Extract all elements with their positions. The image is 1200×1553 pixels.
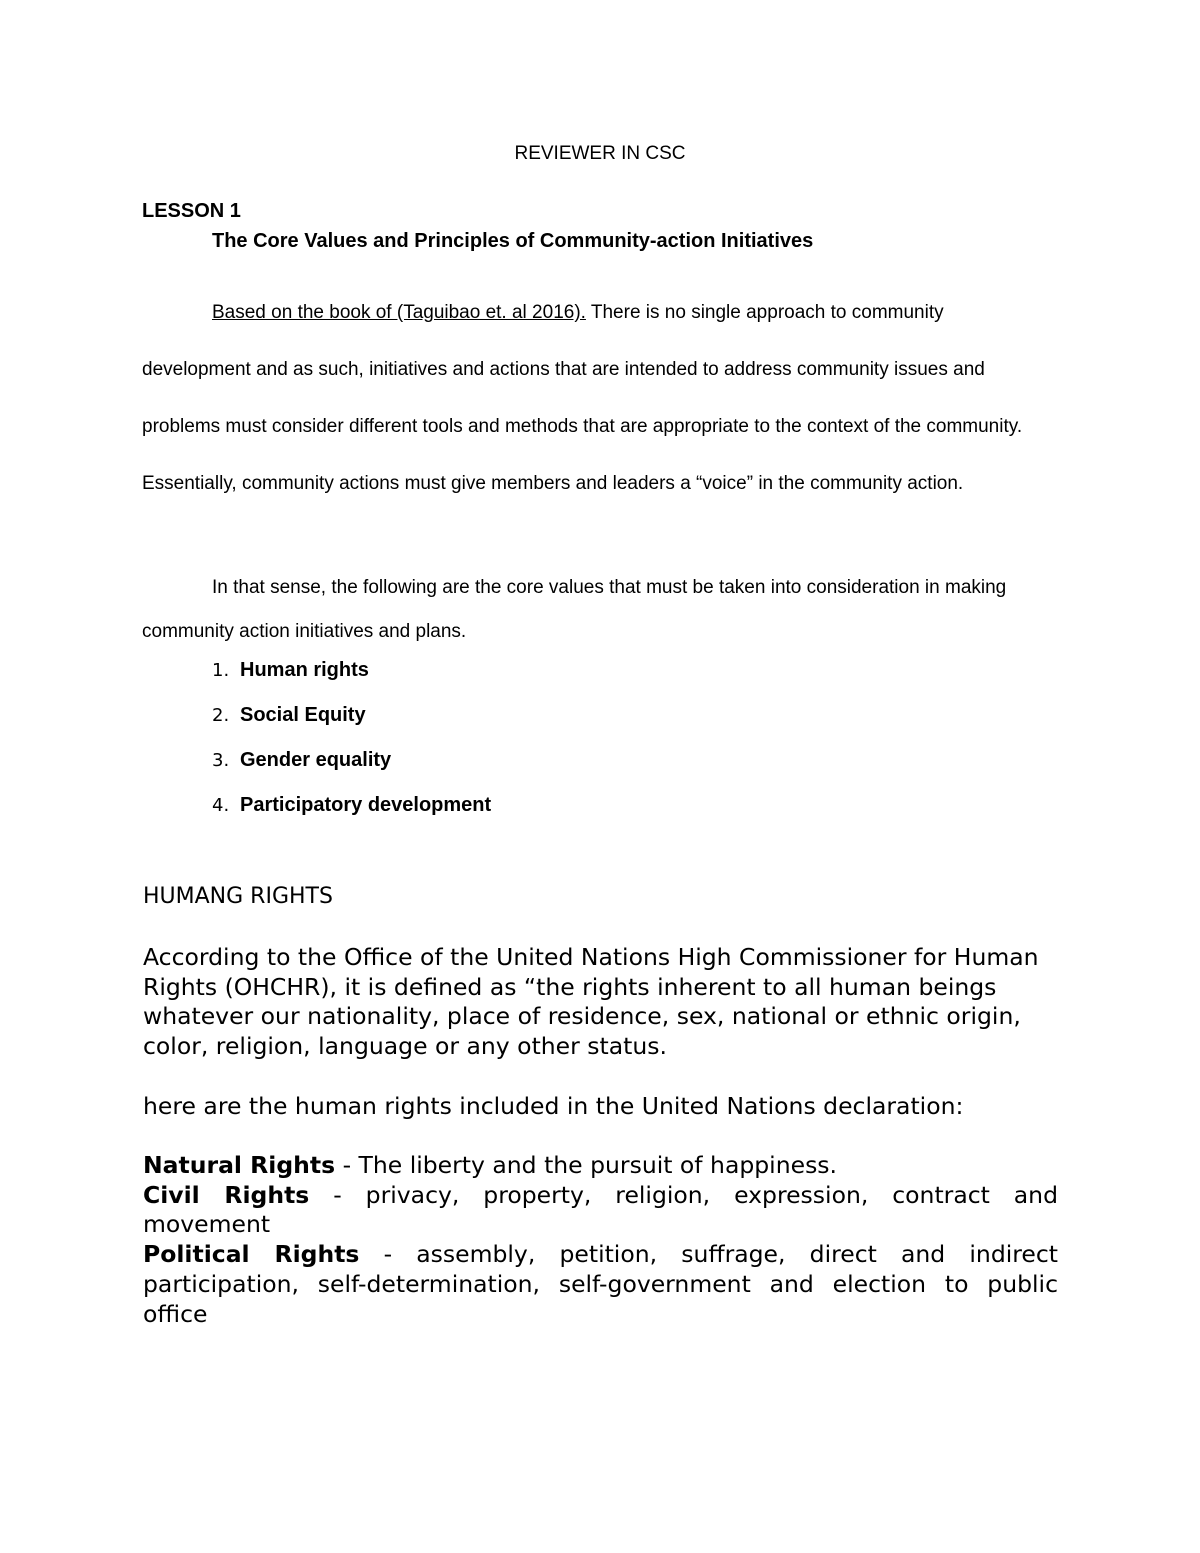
lesson-title: The Core Values and Principles of Community-action Initiatives (212, 230, 814, 252)
section-heading: HUMANG RIGHTS (143, 884, 333, 909)
list-number: 2. (212, 705, 230, 726)
list-item (212, 655, 491, 700)
intro-paragraph (142, 284, 1057, 512)
list-number: 4. (212, 795, 230, 816)
rights-intro: here are the human rights included in the United Nations declaration: (143, 1092, 964, 1120)
list-item (212, 700, 491, 745)
core-value-label: Social Equity (240, 704, 366, 726)
core-values-intro: In that sense, the following are the core values that must be taken into consideration in making community action initiatives and plans. (142, 577, 1007, 642)
list-item (212, 745, 491, 790)
rights-desc: - The liberty and the pursuit of happiness. (335, 1151, 838, 1179)
rights-item-civil (143, 1181, 1058, 1240)
core-values-list (212, 655, 491, 835)
rights-term: Political Rights (143, 1240, 360, 1269)
core-value-label: Human rights (240, 659, 369, 681)
rights-term: Civil Rights (143, 1180, 310, 1209)
list-number: 1. (212, 660, 230, 681)
document-title: REVIEWER IN CSC (514, 143, 686, 164)
ohchr-definition: According to the Office of the United Nations High Commissioner for Human Rights (OHCHR), it is defined as “the rights inherent to all human beings whatever our nationality, place of residence, sex, national or ethnic origin, color, religion, language or any other status. (143, 943, 1039, 1061)
core-value-label: Gender equality (240, 749, 392, 771)
rights-desc: - privacy, property, religion, expression, contract and movement (143, 1180, 1058, 1239)
list-number: 3. (212, 750, 230, 771)
rights-item-political (143, 1240, 1058, 1329)
book-reference: Based on the book of (Taguibao et. al 2016). (212, 302, 586, 323)
rights-list (143, 1151, 1058, 1329)
lesson-label: LESSON 1 (142, 200, 241, 222)
list-item (212, 790, 491, 835)
rights-item-natural (143, 1151, 1058, 1181)
rights-desc: - assembly, petition, suffrage, direct and indirect participation, self-determination, self-government and election to public office (143, 1240, 1059, 1328)
intro-paragraph-text: There is no single approach to community development and as such, initiatives and actions that are intended to address community issues and problems must consider different tools and methods that are appropriate to the context of the community. Essentially, community actions must give members and leaders a “voice” in the community action. (142, 302, 1023, 494)
core-value-label: Participatory development (240, 794, 492, 816)
rights-term: Natural Rights (143, 1151, 336, 1179)
